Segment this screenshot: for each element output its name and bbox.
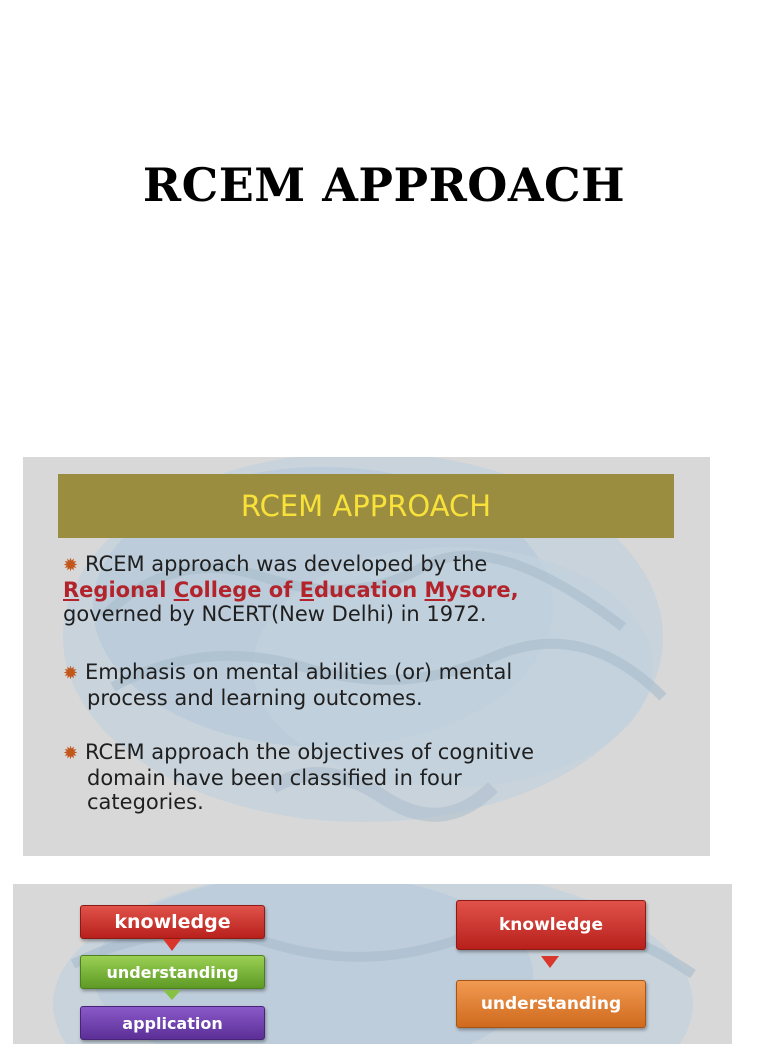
bullet-emphasis: ✹ Emphasis on mental abilities (or) mental process and learning outcomes. [63, 660, 513, 710]
slide-rcem-approach [23, 457, 710, 856]
down-arrow-icon [163, 939, 181, 951]
bullet-developed-by: ✹ RCEM approach was developed by the Regional College of Education Mysore, governed by NCERT(New Delhi) in 1972. [63, 552, 663, 626]
bullet-star-icon: ✹ [63, 663, 79, 684]
right-knowledge-box: knowledge [456, 900, 646, 950]
down-arrow-icon [163, 990, 181, 1000]
left-understanding-box: understanding [80, 955, 265, 989]
org-name: Regional College of Education Mysore, [63, 578, 519, 602]
down-arrow-icon [541, 956, 559, 968]
slide-category-chains [13, 884, 732, 1044]
right-understanding-box: understanding [456, 980, 646, 1028]
slide-banner: RCEM APPROACH [58, 474, 674, 538]
bullet-star-icon: ✹ [63, 743, 79, 764]
left-application-box: application [80, 1006, 265, 1040]
left-knowledge-box: knowledge [80, 905, 265, 939]
page-title: RCEM APPROACH [142, 158, 626, 212]
bullet-objectives: ✹ RCEM approach the objectives of cognitive domain have been classified in four categories. [63, 740, 535, 814]
bullet-star-icon: ✹ [63, 555, 79, 576]
